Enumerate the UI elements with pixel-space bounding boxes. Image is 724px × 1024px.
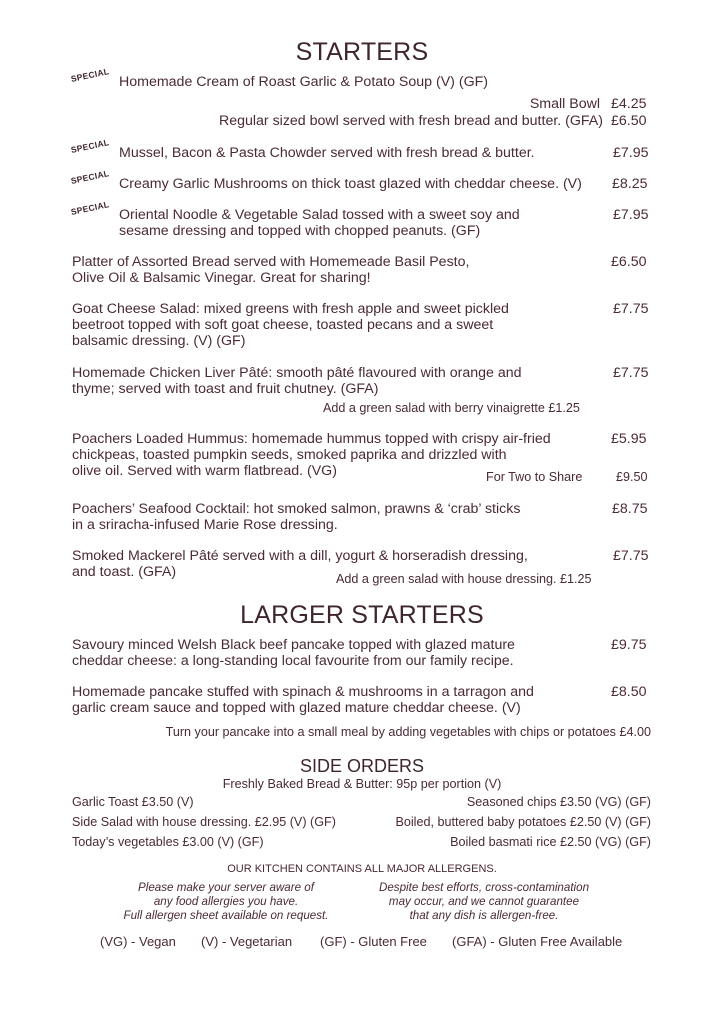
side-item: Boiled basmati rice £2.50 (VG) (GF) (450, 835, 651, 849)
special-badge: SPECIAL (69, 137, 111, 155)
special-badge: SPECIAL (69, 168, 111, 186)
menu-item-desc-line: and toast. (GFA) (72, 564, 177, 580)
allergen-heading: OUR KITCHEN CONTAINS ALL MAJOR ALLERGENS. (227, 863, 497, 875)
menu-item-price: £7.75 (613, 301, 649, 317)
option-price: £4.25 (611, 96, 647, 112)
menu-item-price: £7.95 (613, 145, 649, 161)
allergen-note-right (354, 881, 614, 923)
menu-item-price: £5.95 (611, 431, 647, 447)
allergen-note-line: Despite best efforts, cross-contamination (378, 881, 590, 894)
menu-item-desc-line: Goat Cheese Salad: mixed greens with fresh apple and sweet pickled (72, 301, 509, 317)
menu-item-price: £7.75 (613, 365, 649, 381)
menu-item-name: Creamy Garlic Mushrooms on thick toast glazed with cheddar cheese. (V) (119, 176, 582, 192)
starters-heading: STARTERS (295, 38, 429, 66)
menu-item-desc-line: Platter of Assorted Bread served with Homemeade Basil Pesto, (72, 254, 470, 270)
allergen-note-line: any food allergies you have. (153, 895, 299, 908)
side-orders-subtitle: Freshly Baked Bread & Butter: 95p per portion (V) (222, 777, 502, 791)
menu-item-desc-line: cheddar cheese: a long-standing local favourite from our family recipe. (72, 653, 514, 669)
special-badge: SPECIAL (69, 66, 111, 84)
menu-item-price: £8.25 (612, 176, 648, 192)
legend-vegan: (VG) - Vegan (100, 934, 176, 949)
side-item: Seasoned chips £3.50 (VG) (GF) (466, 795, 651, 809)
pancake-meal-note: Turn your pancake into a small meal by adding vegetables with chips or potatoes £4.00 (165, 725, 651, 739)
menu-item-desc-line: Poachers’ Seafood Cocktail: hot smoked salmon, prawns & ‘crab’ sticks (72, 501, 521, 517)
menu-item-desc-line: Savoury minced Welsh Black beef pancake topped with glazed mature (72, 637, 515, 653)
menu-item-desc-line: Oriental Noodle & Vegetable Salad tossed with a sweet soy and (119, 207, 520, 223)
menu-item-desc-line: Poachers Loaded Hummus: homemade hummus topped with crispy air-fried (72, 431, 551, 447)
menu-item-desc-line: Homemade pancake stuffed with spinach & mushrooms in a tarragon and (72, 684, 534, 700)
legend-gluten-free: (GF) - Gluten Free (320, 934, 427, 949)
allergen-note-line: Please make your server aware of (138, 881, 314, 894)
allergen-note-left (96, 881, 356, 923)
legend-vegetarian: (V) - Vegetarian (201, 934, 293, 949)
allergen-note-line: may occur, and we cannot guarantee (388, 895, 580, 908)
menu-item-price: £8.50 (611, 684, 647, 700)
option-label: Small Bowl (529, 96, 600, 112)
share-price: £9.50 (616, 470, 648, 484)
menu-item-desc-line: beetroot topped with soft goat cheese, toasted pecans and a sweet (72, 317, 494, 333)
menu-item-desc-line: Olive Oil & Balsamic Vinegar. Great for sharing! (72, 270, 371, 286)
menu-item-desc-line: sesame dressing and topped with chopped peanuts. (GF) (119, 223, 481, 239)
share-label: For Two to Share (486, 470, 583, 484)
menu-item-desc-line: Homemade Chicken Liver Pâté: smooth pâté flavoured with orange and (72, 365, 522, 381)
menu-item-desc-line: balsamic dressing. (V) (GF) (72, 333, 246, 349)
allergen-note-line: that any dish is allergen-free. (409, 909, 559, 922)
menu-item-desc-line: thyme; served with toast and fruit chutney. (GFA) (72, 381, 379, 397)
menu-item-desc-line: olive oil. Served with warm flatbread. (VG) (72, 463, 337, 479)
menu-item-name: Mussel, Bacon & Pasta Chowder served with fresh bread & butter. (119, 145, 535, 161)
side-item: Boiled, buttered baby potatoes £2.50 (V) (GF) (395, 815, 651, 829)
allergen-note-line: Full allergen sheet available on request. (123, 909, 329, 922)
menu-item-price: £7.95 (613, 207, 649, 223)
menu-item-desc-line: garlic cream sauce and topped with glazed mature cheddar cheese. (V) (72, 700, 521, 716)
menu-item-desc-line: in a sriracha-infused Marie Rose dressing. (72, 517, 338, 533)
menu-item-price: £6.50 (611, 254, 647, 270)
menu-item-price: £7.75 (613, 548, 649, 564)
menu-item-name: Homemade Cream of Roast Garlic & Potato Soup (V) (GF) (119, 74, 488, 90)
side-orders-heading: SIDE ORDERS (299, 756, 425, 776)
larger-starters-heading: LARGER STARTERS (240, 601, 484, 629)
option-label: Regular sized bowl served with fresh bread and butter. (GFA) (218, 113, 603, 129)
option-price: £6.50 (611, 113, 647, 129)
menu-item-desc-line: chickpeas, toasted pumpkin seeds, smoked paprika and drizzled with (72, 447, 507, 463)
menu-item-price: £8.75 (612, 501, 648, 517)
side-item: Today’s vegetables £3.00 (V) (GF) (72, 835, 264, 849)
legend-gluten-free-available: (GFA) - Gluten Free Available (452, 934, 623, 949)
menu-item-addon: Add a green salad with house dressing. £1.25 (336, 572, 592, 586)
menu-item-price: £9.75 (611, 637, 647, 653)
special-badge: SPECIAL (69, 199, 111, 217)
side-item: Side Salad with house dressing. £2.95 (V) (GF) (72, 815, 336, 829)
menu-item-desc-line: Smoked Mackerel Pâté served with a dill, yogurt & horseradish dressing, (72, 548, 528, 564)
side-item: Garlic Toast £3.50 (V) (72, 795, 194, 809)
menu-item-addon: Add a green salad with berry vinaigrette £1.25 (323, 401, 580, 415)
